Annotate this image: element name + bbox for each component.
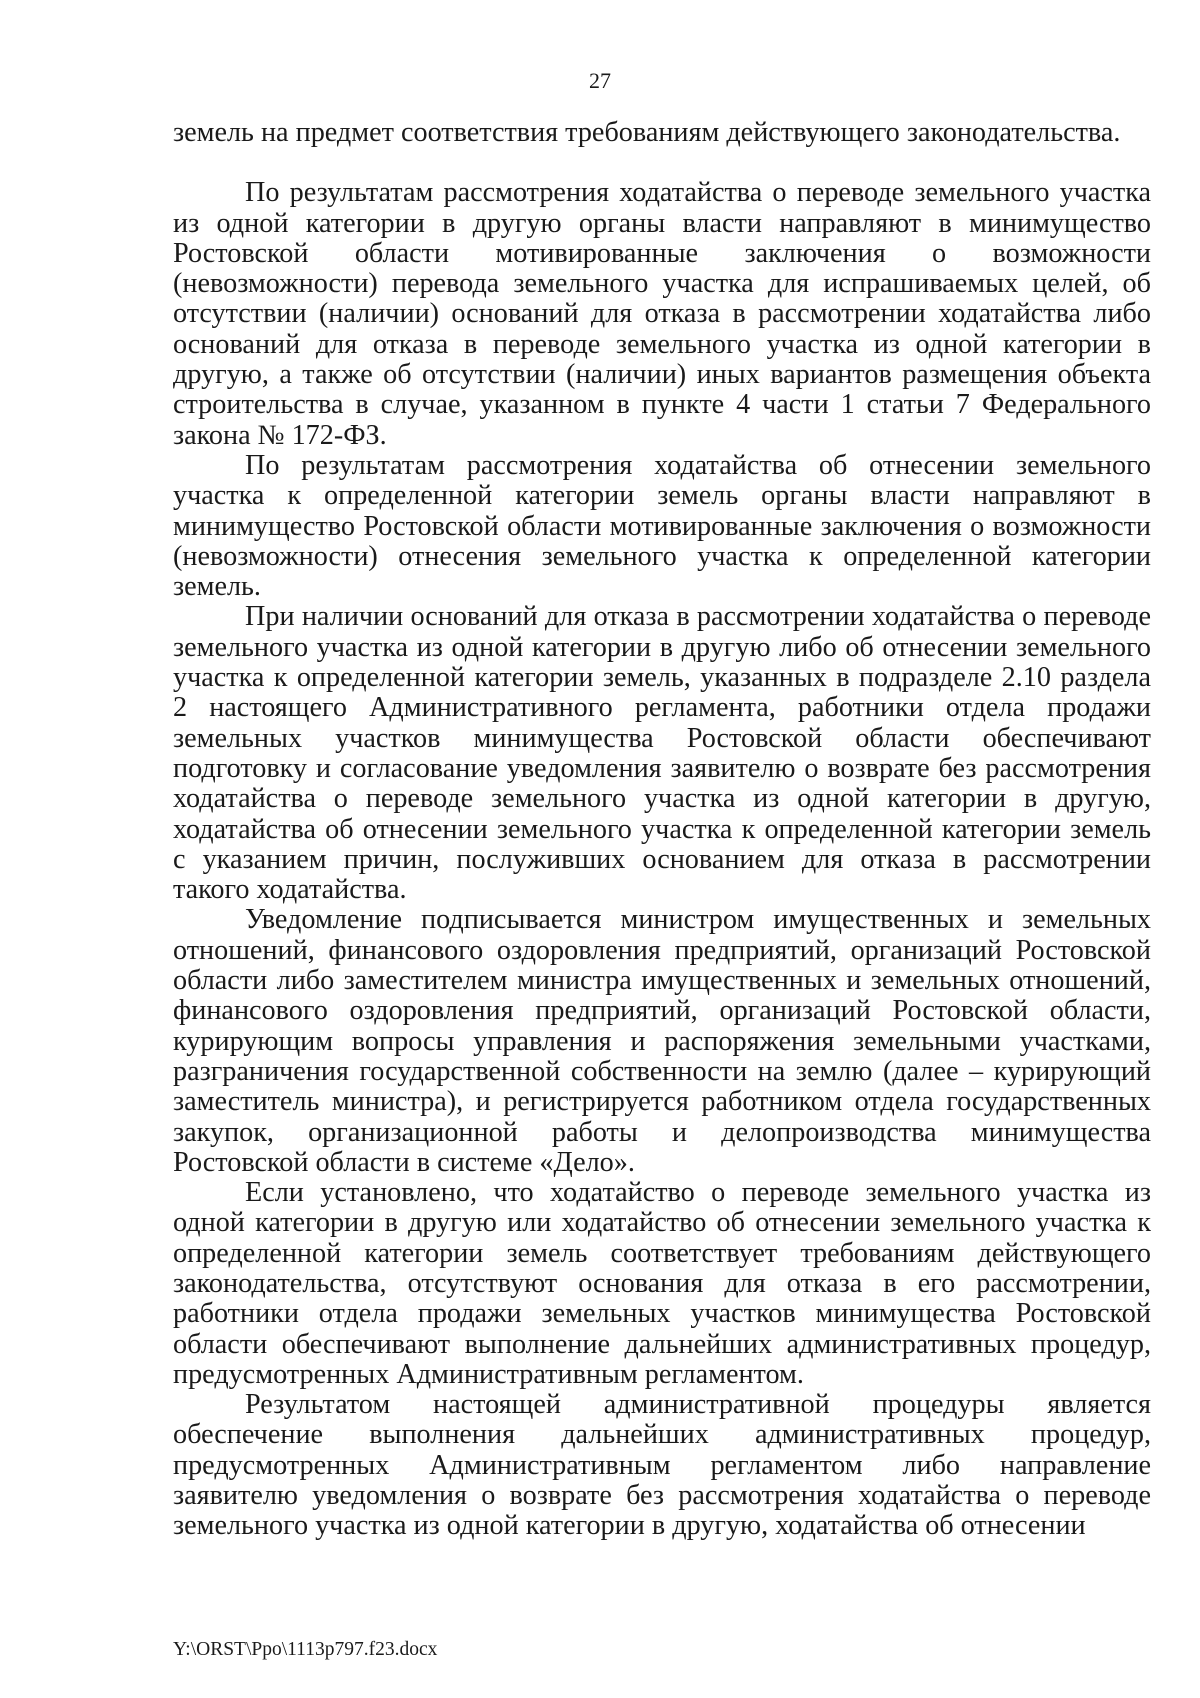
page-number: 27 (589, 68, 611, 93)
paragraph-land-transfer-conclusions: По результатам рассмотрения ходатайства о переводе земельного участка из одной категории в другую органы власти направляют в минимущество Ростовской области мотивированные заключения о возможности (невозможности) перевода земельного участка для испрашиваемых целей, об отсутствии (наличии) оснований для отказа в рассмотрении ходатайства либо оснований для отказа в переводе земельного участка из одной категории в другую, а также об отсутствии (наличии) иных вариантов размещения объекта строительства в случае, указанном в пункте 4 части 1 статьи 7 Федерального закона № 172-ФЗ. (173, 177, 1151, 451)
paragraph-procedure-result: Результатом настоящей административной процедуры является обеспечение выполнения дальнейших административных процедур, предусмотренных Административным регламентом либо направление заявителю уведомления о возврате без рассмотрения ходатайства о переводе земельного участка из одной категории в другую, ходатайства об отнесении (173, 1389, 1151, 1542)
paragraph-notification-signing: Уведомление подписывается министром имущественных и земельных отношений, финансового оздоровления предприятий, организаций Ростовской области либо заместителем министра имущественных и земельных отношений, финансового оздоровления предприятий, организаций Ростовской области, курирующим вопросы управления и распоряжения земельными участками, разграничения государственной собственности на землю (далее – курирующий заместитель министра), и регистрируется работником отдела государственных закупок, организационной работы и делопроизводства минимущества Ростовской области в системе «Дело». (173, 904, 1151, 1178)
paragraph-compliance-established: Если установлено, что ходатайство о переводе земельного участка из одной категории в другую или ходатайство об отнесении земельного участка к определенной категории земель соответствует требованиям действующего законодательства, отсутствуют основания для отказа в его рассмотрении, работники отдела продажи земельных участков минимущества Ростовской области обеспечивают выполнение дальнейших административных процедур, предусмотренных Административным регламентом. (173, 1177, 1151, 1390)
paragraph-refusal-grounds: При наличии оснований для отказа в рассмотрении ходатайства о переводе земельного участка из одной категории в другую либо об отнесении земельного участка к определенной категории земель, указанных в подразделе 2.10 раздела 2 настоящего Административного регламента, работники отдела продажи земельных участков минимущества Ростовской области обеспечивают подготовку и согласование уведомления заявителю о возврате без рассмотрения ходатайства о переводе земельного участка из одной категории в другую, ходатайства об отнесении земельного участка к определенной категории земель с указанием причин, послуживших основанием для отказа в рассмотрении такого ходатайства. (173, 601, 1151, 906)
document-body (173, 118, 1151, 1542)
footer-file-path: Y:\ORST\Ppo\1113p797.f23.docx (173, 1639, 438, 1660)
paragraph-category-assignment-conclusions: По результатам рассмотрения ходатайства об отнесении земельного участка к определенной категории земель органы власти направляют в минимущество Ростовской области мотивированные заключения о возможности (невозможности) отнесения земельного участка к определенной категории земель. (173, 449, 1151, 603)
paragraph-continuation: земель на предмет соответствия требованиям действующего законодательства. (173, 117, 1121, 148)
